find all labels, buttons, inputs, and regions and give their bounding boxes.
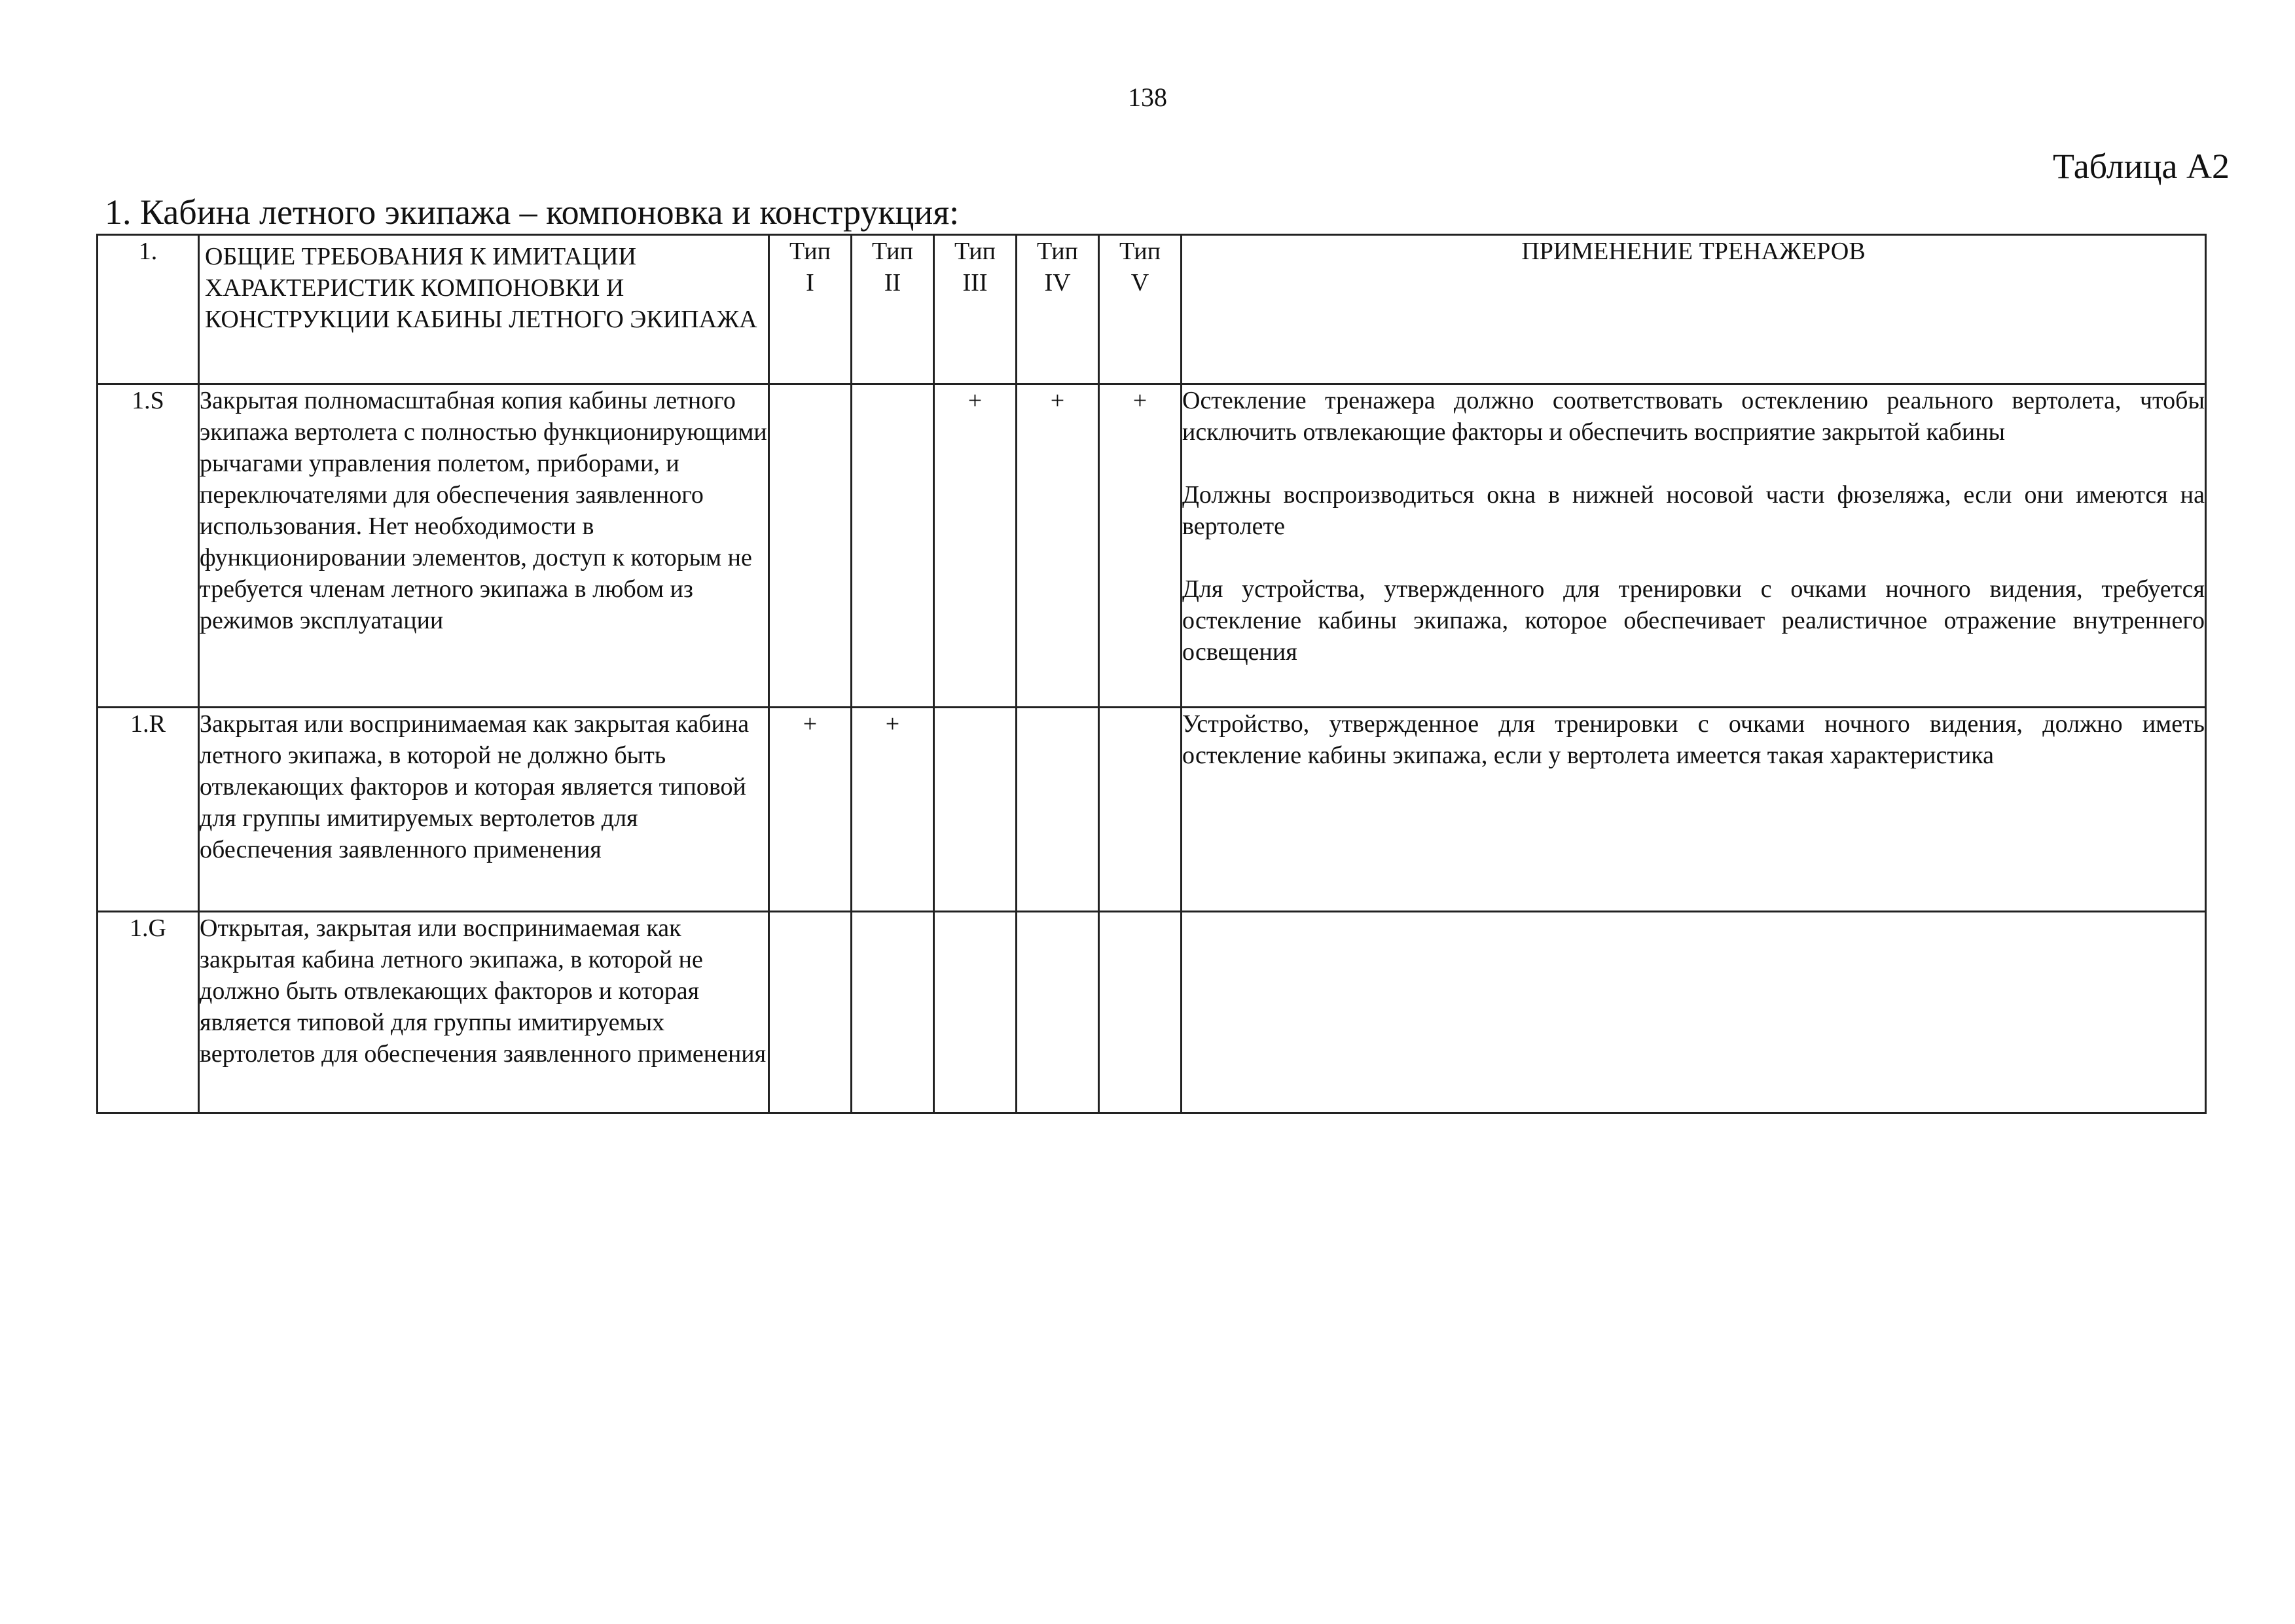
- type-mark: +: [852, 708, 934, 912]
- type-numeral: III: [962, 269, 988, 297]
- section-title: 1. Кабина летного экипажа – компоновка и конструкция:: [105, 192, 960, 232]
- type-mark: [852, 912, 934, 1113]
- table-label: Таблица А2: [2053, 147, 2230, 186]
- row-requirement: Закрытая или воспринимаемая как закрытая кабина летного экипажа, в которой не должно быть отвлекающих факторов и которая является типовой для группы имитируемых вертолетов для обеспечения заявленного применения: [199, 708, 769, 912]
- type-mark: [769, 912, 852, 1113]
- type-word: Тип: [789, 238, 831, 265]
- requirements-table: [96, 234, 2207, 1114]
- header-type-3: [934, 235, 1017, 384]
- table-row: [98, 708, 2206, 912]
- type-mark: [1099, 912, 1182, 1113]
- page-number: 138: [1128, 82, 1167, 112]
- application-paragraph: Устройство, утвержденное для тренировки с очками ночного видения, должно иметь остекление кабины экипажа, если у вертолета имеется такая характеристика: [1182, 710, 2205, 769]
- type-word: Тип: [1119, 238, 1161, 265]
- type-word: Тип: [954, 238, 996, 265]
- header-num: 1.: [98, 235, 199, 384]
- header-application: ПРИМЕНЕНИЕ ТРЕНАЖЕРОВ: [1182, 235, 2206, 384]
- application-paragraph: Остекление тренажера должно соответствовать остеклению реального вертолета, чтобы исключить отвлекающие факторы и обеспечить восприятие закрытой кабины: [1182, 387, 2205, 446]
- type-mark: +: [1017, 384, 1099, 708]
- table-header-row: [98, 235, 2206, 384]
- table-row: [98, 912, 2206, 1113]
- type-numeral: I: [806, 269, 814, 297]
- type-mark: [934, 708, 1017, 912]
- row-id: 1.G: [98, 912, 199, 1113]
- row-application: [1182, 912, 2206, 1113]
- row-id: 1.R: [98, 708, 199, 912]
- table-row: [98, 384, 2206, 708]
- type-word: Тип: [1037, 238, 1078, 265]
- type-numeral: V: [1130, 269, 1149, 297]
- type-mark: [934, 912, 1017, 1113]
- header-type-2: [852, 235, 934, 384]
- type-word: Тип: [872, 238, 913, 265]
- type-mark: +: [769, 708, 852, 912]
- row-requirement: Закрытая полномасштабная копия кабины летного экипажа вертолета с полностью функционирующими рычагами управления полетом, приборами, и переключателями для обеспечения заявленного использования. Нет необходимости в функционировании элементов, доступ к которым не требуется членам летного экипажа в любом из режимов эксплуатации: [199, 384, 769, 708]
- type-mark: [1017, 708, 1099, 912]
- header-requirements: ОБЩИЕ ТРЕБОВАНИЯ К ИМИТАЦИИ ХАРАКТЕРИСТИК КОМПОНОВКИ И КОНСТРУКЦИИ КАБИНЫ ЛЕТНОГО ЭКИПАЖА: [199, 235, 769, 384]
- row-id: 1.S: [98, 384, 199, 708]
- type-numeral: IV: [1044, 269, 1071, 297]
- type-mark: [769, 384, 852, 708]
- type-numeral: II: [884, 269, 901, 297]
- header-type-1: [769, 235, 852, 384]
- type-mark: [1017, 912, 1099, 1113]
- type-mark: [852, 384, 934, 708]
- type-mark: +: [1099, 384, 1182, 708]
- type-mark: [1099, 708, 1182, 912]
- row-application: [1182, 708, 2206, 912]
- row-requirement: Открытая, закрытая или воспринимаемая как закрытая кабина летного экипажа, в которой не должно быть отвлекающих факторов и которая является типовой для группы имитируемых вертолетов для обеспечения заявленного применения: [199, 912, 769, 1113]
- application-paragraph: Должны воспроизводиться окна в нижней носовой части фюзеляжа, если они имеются на вертолете: [1182, 481, 2205, 540]
- header-type-5: [1099, 235, 1182, 384]
- type-mark: +: [934, 384, 1017, 708]
- header-type-4: [1017, 235, 1099, 384]
- row-application: [1182, 384, 2206, 708]
- application-paragraph: Для устройства, утвержденного для тренировки с очками ночного видения, требуется остекление кабины экипажа, которое обеспечивает реалистичное отражение внутреннего освещения: [1182, 575, 2205, 666]
